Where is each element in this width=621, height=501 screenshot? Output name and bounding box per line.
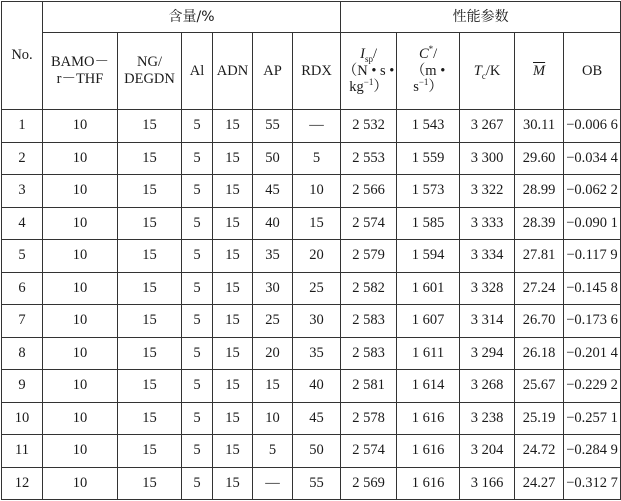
- cell-al: 5: [182, 142, 213, 175]
- cell-bamo: 10: [43, 370, 118, 403]
- cell-rdx: 5: [293, 142, 341, 175]
- cell-molar-mass: 24.27: [515, 467, 564, 500]
- cell-ng-degdn: 15: [118, 207, 182, 240]
- cell-al: 5: [182, 207, 213, 240]
- cell-molar-mass: 25.67: [515, 370, 564, 403]
- cell-bamo: 10: [43, 240, 118, 273]
- table-row: [2, 142, 621, 175]
- cell-tc: 3 294: [460, 337, 515, 370]
- cell-ob: −0.284 9: [564, 435, 621, 468]
- cell-no: 12: [2, 467, 43, 500]
- cell-adn: 15: [213, 272, 253, 305]
- cell-no: 8: [2, 337, 43, 370]
- cell-cstar: 1 616: [397, 402, 460, 435]
- cell-no: 3: [2, 175, 43, 208]
- cell-molar-mass: 29.60: [515, 142, 564, 175]
- cell-ap: 5: [253, 435, 293, 468]
- cell-isp: 2 574: [341, 207, 397, 240]
- table-body: [2, 110, 621, 500]
- cell-ap: 50: [253, 142, 293, 175]
- cell-rdx: 15: [293, 207, 341, 240]
- table-row: [2, 272, 621, 305]
- cell-al: 5: [182, 110, 213, 143]
- cell-al: 5: [182, 402, 213, 435]
- table-row: [2, 435, 621, 468]
- cell-no: 5: [2, 240, 43, 273]
- cell-isp: 2 569: [341, 467, 397, 500]
- header-performance-group: 性能参数: [341, 2, 621, 33]
- cell-al: 5: [182, 370, 213, 403]
- cell-molar-mass: 25.19: [515, 402, 564, 435]
- cell-ob: −0.090 1: [564, 207, 621, 240]
- table-row: [2, 402, 621, 435]
- cell-no: 1: [2, 110, 43, 143]
- cell-ng-degdn: 15: [118, 305, 182, 338]
- cell-ng-degdn: 15: [118, 337, 182, 370]
- cell-al: 5: [182, 337, 213, 370]
- header-al: Al: [182, 33, 213, 110]
- cell-rdx: 40: [293, 370, 341, 403]
- cell-molar-mass: 26.70: [515, 305, 564, 338]
- cell-cstar: 1 559: [397, 142, 460, 175]
- table-row: [2, 240, 621, 273]
- cell-al: 5: [182, 467, 213, 500]
- header-molar-mass: $\overline{M}$: [515, 33, 564, 110]
- cell-cstar: 1 573: [397, 175, 460, 208]
- cell-molar-mass: 26.18: [515, 337, 564, 370]
- cell-ng-degdn: 15: [118, 370, 182, 403]
- cell-adn: 15: [213, 467, 253, 500]
- cell-ap: 45: [253, 175, 293, 208]
- cell-adn: 15: [213, 110, 253, 143]
- cell-ap: 35: [253, 240, 293, 273]
- table-row: [2, 337, 621, 370]
- cell-bamo: 10: [43, 337, 118, 370]
- cell-isp: 2 579: [341, 240, 397, 273]
- cell-ob: −0.201 4: [564, 337, 621, 370]
- cell-ob: −0.062 2: [564, 175, 621, 208]
- cell-isp: 2 583: [341, 337, 397, 370]
- cell-tc: 3 166: [460, 467, 515, 500]
- cell-molar-mass: 27.24: [515, 272, 564, 305]
- cell-isp: 2 581: [341, 370, 397, 403]
- cell-ng-degdn: 15: [118, 435, 182, 468]
- cell-cstar: 1 611: [397, 337, 460, 370]
- cell-ap: 15: [253, 370, 293, 403]
- cell-tc: 3 268: [460, 370, 515, 403]
- cell-ob: −0.145 8: [564, 272, 621, 305]
- cell-ap: 30: [253, 272, 293, 305]
- cell-ng-degdn: 15: [118, 240, 182, 273]
- cell-rdx: 10: [293, 175, 341, 208]
- cell-ob: −0.257 1: [564, 402, 621, 435]
- cell-ng-degdn: 15: [118, 467, 182, 500]
- cell-tc: 3 334: [460, 240, 515, 273]
- cell-ob: −0.229 2: [564, 370, 621, 403]
- cell-al: 5: [182, 240, 213, 273]
- cell-al: 5: [182, 272, 213, 305]
- cell-rdx: 30: [293, 305, 341, 338]
- header-row-groups: [2, 2, 621, 33]
- cell-tc: 3 204: [460, 435, 515, 468]
- cell-isp: 2 583: [341, 305, 397, 338]
- cell-molar-mass: 30.11: [515, 110, 564, 143]
- cell-ap: —: [253, 467, 293, 500]
- cell-ob: −0.173 6: [564, 305, 621, 338]
- cell-ob: −0.312 7: [564, 467, 621, 500]
- cell-ob: −0.006 6: [564, 110, 621, 143]
- cell-bamo: 10: [43, 402, 118, 435]
- cell-cstar: 1 594: [397, 240, 460, 273]
- cell-ap: 55: [253, 110, 293, 143]
- cell-adn: 15: [213, 240, 253, 273]
- header-rdx: RDX: [293, 33, 341, 110]
- cell-isp: 2 578: [341, 402, 397, 435]
- cell-no: 2: [2, 142, 43, 175]
- cell-tc: 3 322: [460, 175, 515, 208]
- cell-rdx: 55: [293, 467, 341, 500]
- cell-isp: 2 532: [341, 110, 397, 143]
- cell-isp: 2 566: [341, 175, 397, 208]
- cell-no: 7: [2, 305, 43, 338]
- header-isp: $I_{sp}/$ （N • s • $kg^{-1}$）: [341, 33, 397, 110]
- table-row: [2, 370, 621, 403]
- cell-molar-mass: 28.39: [515, 207, 564, 240]
- cell-rdx: 45: [293, 402, 341, 435]
- table-row: [2, 467, 621, 500]
- cell-adn: 15: [213, 305, 253, 338]
- header-cstar: C*/ （m • $s^{-1}$）: [397, 33, 460, 110]
- cell-tc: 3 314: [460, 305, 515, 338]
- cell-bamo: 10: [43, 175, 118, 208]
- cell-cstar: 1 543: [397, 110, 460, 143]
- cell-tc: 3 333: [460, 207, 515, 240]
- cell-ap: 20: [253, 337, 293, 370]
- cell-no: 9: [2, 370, 43, 403]
- cell-adn: 15: [213, 142, 253, 175]
- cell-ap: 25: [253, 305, 293, 338]
- cell-cstar: 1 607: [397, 305, 460, 338]
- cell-isp: 2 574: [341, 435, 397, 468]
- cell-rdx: 50: [293, 435, 341, 468]
- header-tc: $T_c/K$: [460, 33, 515, 110]
- cell-tc: 3 328: [460, 272, 515, 305]
- cell-ap: 40: [253, 207, 293, 240]
- cell-cstar: 1 614: [397, 370, 460, 403]
- cell-bamo: 10: [43, 435, 118, 468]
- cell-adn: 15: [213, 402, 253, 435]
- cell-cstar: 1 585: [397, 207, 460, 240]
- cell-molar-mass: 27.81: [515, 240, 564, 273]
- cell-bamo: 10: [43, 305, 118, 338]
- cell-molar-mass: 28.99: [515, 175, 564, 208]
- cell-rdx: 35: [293, 337, 341, 370]
- formulation-performance-table: [1, 1, 621, 500]
- cell-rdx: —: [293, 110, 341, 143]
- table-row: [2, 207, 621, 240]
- cell-cstar: 1 601: [397, 272, 460, 305]
- cell-rdx: 25: [293, 272, 341, 305]
- cell-cstar: 1 616: [397, 467, 460, 500]
- table-row: [2, 175, 621, 208]
- cell-al: 5: [182, 305, 213, 338]
- cell-ap: 10: [253, 402, 293, 435]
- cell-bamo: 10: [43, 207, 118, 240]
- cell-bamo: 10: [43, 272, 118, 305]
- cell-al: 5: [182, 435, 213, 468]
- cell-ng-degdn: 15: [118, 272, 182, 305]
- header-bamo: BAMO－ r－THF: [43, 33, 118, 110]
- cell-molar-mass: 24.72: [515, 435, 564, 468]
- cell-ng-degdn: 15: [118, 110, 182, 143]
- cell-no: 6: [2, 272, 43, 305]
- cell-ob: −0.034 4: [564, 142, 621, 175]
- header-no: No.: [2, 2, 43, 110]
- header-adn: ADN: [213, 33, 253, 110]
- cell-adn: 15: [213, 175, 253, 208]
- cell-ng-degdn: 15: [118, 175, 182, 208]
- header-ob: OB: [564, 33, 621, 110]
- cell-isp: 2 553: [341, 142, 397, 175]
- cell-no: 10: [2, 402, 43, 435]
- table-row: [2, 305, 621, 338]
- cell-bamo: 10: [43, 142, 118, 175]
- table-row: [2, 110, 621, 143]
- cell-bamo: 10: [43, 467, 118, 500]
- cell-adn: 15: [213, 370, 253, 403]
- header-content-group: 含量/%: [43, 2, 341, 33]
- cell-no: 4: [2, 207, 43, 240]
- cell-cstar: 1 616: [397, 435, 460, 468]
- cell-isp: 2 582: [341, 272, 397, 305]
- cell-ng-degdn: 15: [118, 142, 182, 175]
- cell-rdx: 20: [293, 240, 341, 273]
- header-row-columns: [2, 33, 621, 110]
- cell-tc: 3 267: [460, 110, 515, 143]
- cell-tc: 3 300: [460, 142, 515, 175]
- cell-adn: 15: [213, 337, 253, 370]
- cell-adn: 15: [213, 207, 253, 240]
- cell-al: 5: [182, 175, 213, 208]
- header-ng-degdn: NG/ DEGDN: [118, 33, 182, 110]
- cell-ng-degdn: 15: [118, 402, 182, 435]
- cell-adn: 15: [213, 435, 253, 468]
- cell-ob: −0.117 9: [564, 240, 621, 273]
- cell-tc: 3 238: [460, 402, 515, 435]
- cell-no: 11: [2, 435, 43, 468]
- cell-bamo: 10: [43, 110, 118, 143]
- header-ap: AP: [253, 33, 293, 110]
